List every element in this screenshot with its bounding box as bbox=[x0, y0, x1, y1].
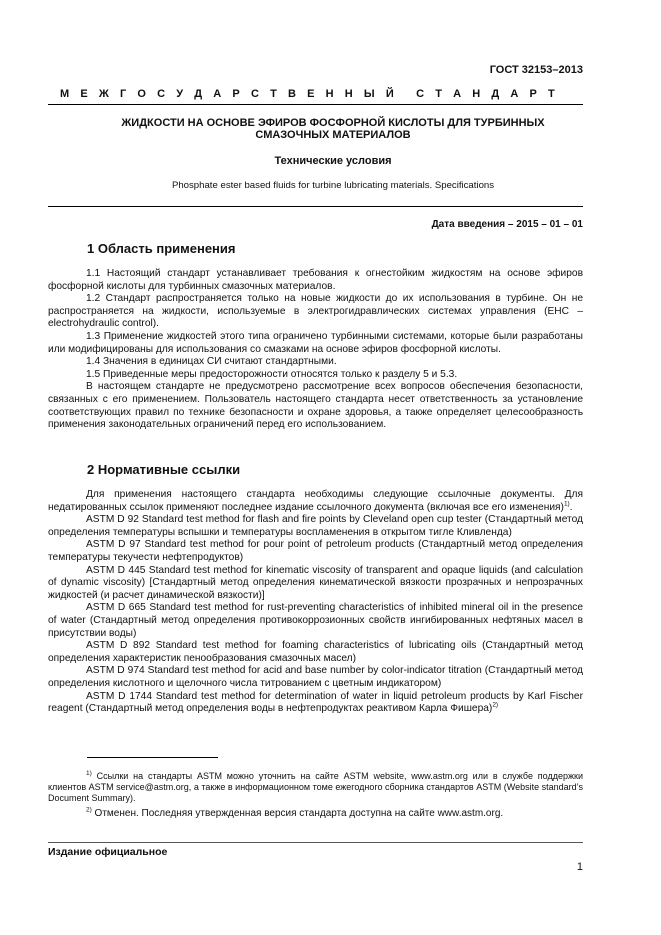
footnote-2 bbox=[48, 807, 583, 820]
paragraph: 1.1 Настоящий стандарт устанавливает требования к огнестойким жидкостям на основе эфиров фосфорной кислоты для турбинных смазочных материалов. bbox=[48, 268, 583, 292]
section-2-body bbox=[48, 489, 583, 716]
title-divider bbox=[48, 206, 583, 207]
document-title bbox=[48, 117, 618, 141]
banner-letter: Е bbox=[307, 88, 315, 100]
banner-letter: А bbox=[510, 88, 519, 100]
english-title: Phosphate ester based fluids for turbine lubricating materials. Specifications bbox=[171, 180, 495, 191]
banner-letter: А bbox=[213, 88, 222, 100]
footnote-mark: 1) bbox=[86, 770, 92, 777]
footnote-ref: 1) bbox=[563, 500, 570, 508]
document-subtitle: Технические условия bbox=[274, 155, 392, 167]
banner-letter: С bbox=[157, 88, 166, 100]
banner-letter: Т bbox=[435, 88, 442, 100]
banner-letter: Т bbox=[548, 88, 555, 100]
footer-divider bbox=[48, 842, 583, 843]
banner-letter: М bbox=[60, 88, 70, 100]
paragraph: 1.2 Стандарт распространяется только на новые жидкости до их использования в турбине. Он не распространяется на жидкости, используемые в электрогидравлических системах управления (EHC – electrohydraulic control). bbox=[48, 293, 583, 330]
paragraph: 1.5 Приведенные меры предосторожности относятся только к разделу 5 и 5.3. bbox=[86, 368, 458, 380]
banner-divider bbox=[48, 104, 583, 105]
banner-letter: Ж bbox=[98, 88, 109, 100]
reference-item: ASTM D 892 Standard test method for foaming characteristics of lubricating oils (Стандартный метод определения характеристик пенообразования смазочных масел) bbox=[48, 640, 583, 664]
introduction-date: Дата введения – 2015 – 01 – 01 bbox=[431, 219, 583, 230]
banner-letter: Р bbox=[232, 88, 240, 100]
reference-item: ASTM D 92 Standard test method for flash and fire points by Cleveland open cup tester (Стандартный метод определения температуры вспышки и температуры воспламенения в открытом тигле Кливленда) bbox=[48, 514, 583, 538]
reference-item: ASTM D 665 Standard test method for rust-preventing characteristics of inhibited mineral oil in the presence of water (Стандартный метод определения противокоррозионных свойств ингибированных нефтяных масел в присутствии воды) bbox=[48, 602, 583, 639]
banner-letter: У bbox=[176, 88, 184, 100]
paragraph: 1.4 Значения в единицах СИ считают стандартными. bbox=[86, 356, 337, 368]
banner-letter: Е bbox=[80, 88, 88, 100]
banner-letter: В bbox=[287, 88, 296, 100]
footnote-mark: 2) bbox=[86, 806, 92, 814]
banner-letter: Т bbox=[270, 88, 277, 100]
reference-item: ASTM D 974 Standard test method for acid and base number by color-indicator titration (Стандартный метод определения кислотного и щелочного числа титрованием с цветным индикатором) bbox=[48, 665, 583, 689]
banner-letter: А bbox=[453, 88, 462, 100]
banner-letter: С bbox=[416, 88, 425, 100]
paragraph bbox=[48, 489, 583, 514]
banner-letter: Г bbox=[119, 88, 127, 100]
banner-letter: Д bbox=[194, 88, 203, 100]
banner-letter: Н bbox=[472, 88, 481, 100]
paragraph: В настоящем стандарте не предусмотрено рассмотрение всех вопросов обеспечения безопасности, связанных с его применением. Пользователь настоящего стандарта несет ответственность за установление соответствующих правил по технике безопасности и охране здоровья, а также определяет целесообразность применения законодательных ограничений перед его использованием. bbox=[48, 381, 583, 431]
standard-number: ГОСТ 32153–2013 bbox=[489, 64, 583, 76]
banner-letter: С bbox=[250, 88, 259, 100]
paragraph: 1.3 Применение жидкостей этого типа ограничено турбинными системами, которые были разработаны или модифицированы для использования со смазками на основе эфиров фосфорной кислоты. bbox=[48, 330, 583, 355]
footnote-divider bbox=[87, 757, 218, 758]
reference-item: ASTM D 445 Standard test method for kinematic viscosity of transparent and opaque liquids (and calculation of dynamic viscosity) [Стандартный метод определения кинематической вязкости прозрачных и непрозрачных жидкостей (и расчет динамической вязкости)] bbox=[48, 564, 583, 601]
footnotes bbox=[48, 771, 583, 820]
footnote-text: Отменен. Последняя утвержденная версия стандарта доступна на сайте www.astm.org. bbox=[91, 808, 504, 819]
interstate-standard-banner bbox=[60, 88, 555, 100]
section-1-body bbox=[48, 268, 583, 432]
footnote-text: Ссылки на стандарты ASTM можно уточнить на сайте ASTM website, www.astm.org или в службе поддержки клиентов ASTM service@astm.org, а также в информационном томе ежегодного сборника стандартов ASTM (Website standard’s Document Summary). bbox=[48, 771, 583, 803]
official-edition-label: Издание официальное bbox=[48, 846, 168, 858]
banner-letter: Н bbox=[344, 88, 353, 100]
banner-letter: Н bbox=[325, 88, 334, 100]
banner-letter: Р bbox=[529, 88, 537, 100]
banner-letter: Й bbox=[385, 88, 394, 100]
banner-letter: О bbox=[137, 88, 146, 100]
page-number: 1 bbox=[576, 861, 583, 873]
reference-item: ASTM D 97 Standard test method for pour point of petroleum products (Стандартный метод определения температуры текучести нефтепродуктов) bbox=[48, 539, 583, 563]
banner-letter: Д bbox=[491, 88, 500, 100]
footnote-ref: 2) bbox=[492, 701, 499, 709]
reference-item bbox=[48, 691, 583, 716]
intro-end: . bbox=[569, 501, 573, 513]
intro-text: Для применения настоящего стандарта необходимы следующие ссылочные документы. Для недатированных ссылок применяют последнее издание ссылочного документа (включая все его изменения) bbox=[48, 489, 583, 513]
title-line: ЖИДКОСТИ НА ОСНОВЕ ЭФИРОВ ФОСФОРНОЙ КИСЛОТЫ ДЛЯ ТУРБИННЫХ bbox=[121, 117, 545, 129]
title-line: СМАЗОЧНЫХ МАТЕРИАЛОВ bbox=[255, 129, 411, 141]
reference-text: ASTM D 1744 Standard test method for determination of water in liquid petroleum products by Karl Fischer reagent (Стандартный метод определения воды в нефтепродуктах реактивом Карла Фишера) bbox=[48, 690, 583, 715]
section-1-heading: 1 Область применения bbox=[87, 241, 236, 256]
banner-letter: Ы bbox=[363, 88, 375, 100]
footnote-1 bbox=[48, 771, 583, 804]
section-2-heading: 2 Нормативные ссылки bbox=[87, 462, 241, 477]
